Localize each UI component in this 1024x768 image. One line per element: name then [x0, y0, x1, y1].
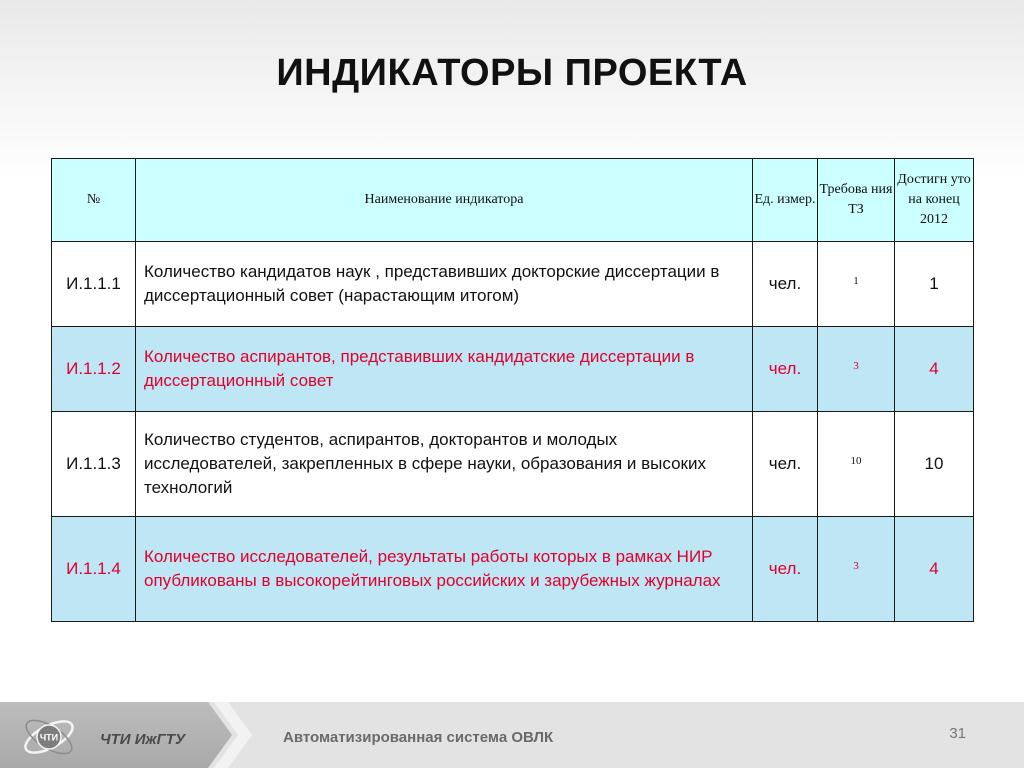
- row-name: Количество аспирантов, представивших кандидатские диссертации в диссертационный совет: [136, 327, 753, 412]
- header-unit: Ед. измер.: [753, 159, 818, 242]
- row-name: Количество исследователей, результаты работы которых в рамках НИР опубликованы в высокорейтинговых российских и зарубежных журналах: [136, 517, 753, 622]
- table-header-row: [52, 159, 974, 242]
- row-achieved: 10: [895, 412, 974, 517]
- table-row: [52, 412, 974, 517]
- system-name: Автоматизированная система ОВЛК: [283, 729, 554, 746]
- header-number: №: [52, 159, 136, 242]
- row-code: И.1.1.3: [52, 412, 136, 517]
- row-unit: чел.: [753, 412, 818, 517]
- row-requirement-value: 1: [853, 275, 859, 288]
- row-code: И.1.1.1: [52, 242, 136, 327]
- institute-logo-icon: [20, 712, 78, 762]
- row-achieved: 1: [895, 242, 974, 327]
- row-unit: чел.: [753, 242, 818, 327]
- row-code: И.1.1.4: [52, 517, 136, 622]
- row-unit: чел.: [753, 517, 818, 622]
- header-name: Наименование индикатора: [136, 159, 753, 242]
- footer-bar: [0, 702, 1024, 768]
- row-requirement: [818, 412, 895, 517]
- slide-title: ИНДИКАТОРЫ ПРОЕКТА: [276, 52, 748, 94]
- row-requirement: [818, 242, 895, 327]
- row-name: Количество кандидатов наук , представивших докторские диссертации в диссертационный совет (нарастающим итогом): [136, 242, 753, 327]
- row-code: И.1.1.2: [52, 327, 136, 412]
- row-requirement-value: 3: [853, 360, 859, 373]
- row-name: Количество студентов, аспирантов, докторантов и молодых исследователей, закрепленных в сфере науки, образования и высоких технологий: [136, 412, 753, 517]
- row-achieved: 4: [895, 327, 974, 412]
- table-row: [52, 327, 974, 412]
- org-name: ЧТИ ИжГТУ: [100, 731, 186, 748]
- row-requirement-value: 10: [850, 455, 862, 468]
- row-unit: чел.: [753, 327, 818, 412]
- page-number: 31: [949, 725, 966, 742]
- header-requirement: Требова ния ТЗ: [818, 159, 895, 242]
- header-achieved: Достигн уто на конец 2012: [895, 159, 974, 242]
- table-row: [52, 242, 974, 327]
- table-row: [52, 517, 974, 622]
- row-requirement: [818, 517, 895, 622]
- row-achieved: 4: [895, 517, 974, 622]
- row-requirement-value: 3: [853, 560, 859, 573]
- logo-text: ЧТИ: [39, 732, 59, 743]
- row-requirement: [818, 327, 895, 412]
- indicators-table: [51, 158, 974, 622]
